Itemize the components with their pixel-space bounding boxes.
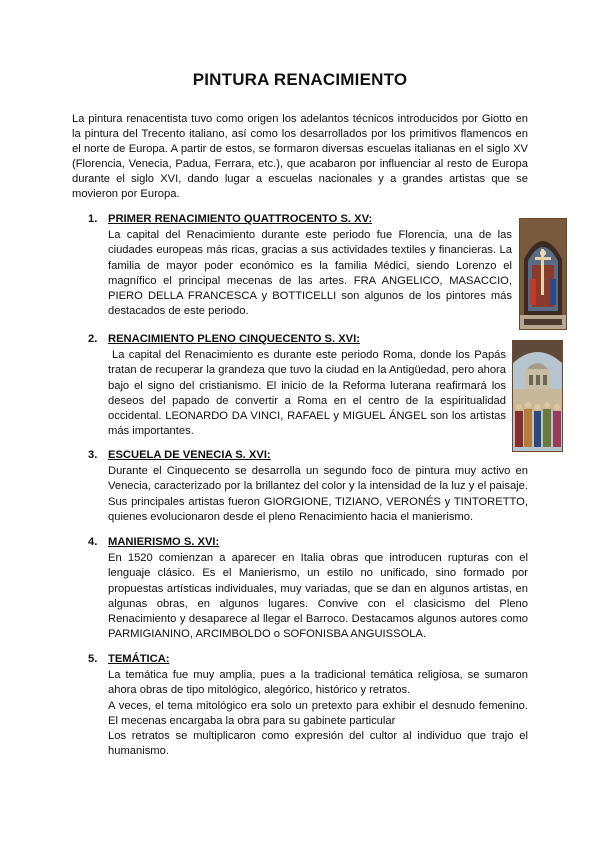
section-number: 5. xyxy=(88,653,98,665)
section-paragraph: A veces, el tema mitológico era solo un pretexto para exhibir el desnudo femenino. El mecenas encargaba la obra para su gabinete particular xyxy=(108,699,528,727)
section-number: 3. xyxy=(88,449,98,461)
section-heading: ESCUELA DE VENECIA S. XVI: xyxy=(108,449,271,461)
masaccio-trinity-image xyxy=(519,218,567,330)
section-body xyxy=(108,348,506,440)
section-paragraph: La temática fue muy amplia, pues a la tradicional temática religiosa, se sumaron ahora obras de tipo mitológico, alegórico, histórico y retratos. xyxy=(108,669,528,697)
section-heading: TEMÁTICA: xyxy=(108,653,170,665)
section-heading: MANIERISMO S. XVI: xyxy=(108,536,220,548)
section-paragraph: La capital del Renacimiento es durante este periodo Roma, donde los Papás tratan de recuperar la grandeza que tuvo la ciudad en la Antigüedad, pero ahora bajo el signo del cristianismo. El inicio de la Reforma luterana reafirmará los deseos del papado de convertir a Roma en el centro de la espiritualidad occidental. LEONARDO DA VINCI, RAFAEL y MIGUEL ÁNGEL son los artistas más importantes. xyxy=(108,349,506,438)
section-paragraph: La capital del Renacimiento durante este periodo fue Florencia, una de las ciudades europeas más ricas, gracias a sus actividades textiles y financieras. La familia de mayor poder económico es la familia Médici, siendo Lorenzo el magnífico el principal mecenas de las artes. FRA ANGELICO, MASACCIO, PIERO DELLA FRANCESCA y BOTTICELLI son algunos de los pintores más destacados de este periodo. xyxy=(108,229,512,318)
section-heading: PRIMER RENACIMIENTO QUATTROCENTO S. XV: xyxy=(108,213,373,225)
intro-paragraph: La pintura renacentista tuvo como origen los adelantos técnicos introducidos por Giotto en la pintura del Trecento italiano, así como los desarrollados por los primitivos flamencos en el norte de Europa. A partir de estos, se formaron diversas escuelas italianas en el siglo XV (Florencia, Venecia, Padua, Ferrara, etc.), que acabaron por influenciar al resto de Europa durante el siglo XVI, dando lugar a escuelas nacionales y a grandes artistas que se movieron por Europa. xyxy=(72,113,528,200)
section-number: 2. xyxy=(88,333,98,345)
section-body xyxy=(108,464,528,525)
section-body xyxy=(108,228,512,320)
section-body xyxy=(108,668,528,760)
section-body xyxy=(108,551,528,643)
section-paragraph: En 1520 comienzan a aparecer en Italia obras que introducen rupturas con el lenguaje clásico. Es el Manierismo, un estilo no unificado, sino formado por propuestas artísticas individuales, muy variadas, que se dan en algunos artistas, en algunas obras, en algunos lugares. Convive con el clasicismo del Pleno Renacimiento y desaparece al llegar el Barroco. Destacamos algunos autores como PARMIGIANINO, ARCIMBOLDO o SOFONISBA ANGUISSOLA. xyxy=(108,552,528,641)
page-title: PINTURA RENACIMIENTO xyxy=(192,70,408,89)
section-number: 4. xyxy=(88,536,98,548)
section-paragraph: Durante el Cinquecento se desarrolla un segundo foco de pintura muy activo en Venecia, caracterizado por la brillantez del color y la intensidad de la luz y el paisaje. Sus principales artistas fueron GIORGIONE, TIZIANO, VERONÉS y TINTORETTO, quienes evolucionaron desde el pleno Renacimiento hacia el manierismo. xyxy=(108,465,528,523)
section-number: 1. xyxy=(88,213,98,225)
section-paragraph: Los retratos se multiplicaron como expresión del cultor al individuo que trajo el humanismo. xyxy=(108,730,528,758)
raphael-marriage-image xyxy=(512,340,563,452)
section-heading: RENACIMIENTO PLENO CINQUECENTO S. XVI: xyxy=(108,333,360,345)
